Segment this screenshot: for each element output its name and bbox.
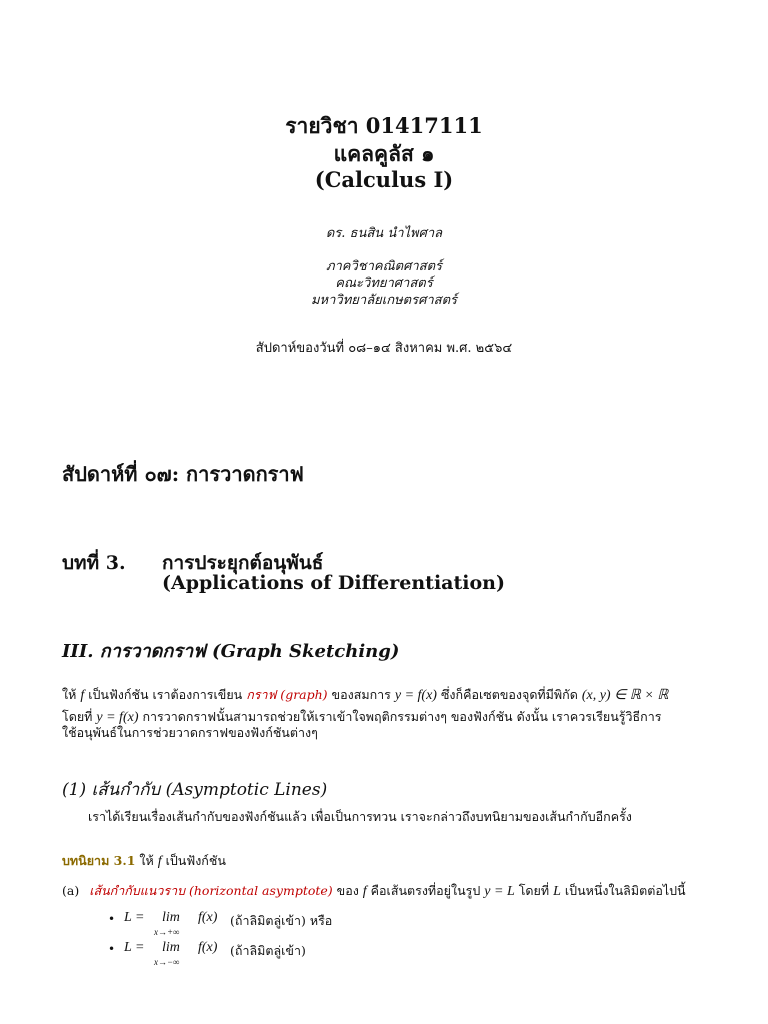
course-name-thai: แคลคูลัส ๑	[333, 141, 435, 166]
intro-line-1	[62, 684, 668, 707]
limit-function: f(x)	[198, 910, 218, 925]
math-y-eq-fx: y = f(x)	[96, 710, 139, 725]
definition-label: บทนิยาม 3.1	[62, 853, 136, 868]
definition-text: เป็นฟังก์ชัน	[165, 853, 226, 868]
subsection-heading: (1) เส้นกำกับ (Asymptotic Lines)	[62, 780, 328, 800]
item-text: ของ	[336, 883, 359, 898]
math-f: f	[362, 884, 367, 899]
intro-text: ให้	[62, 687, 77, 702]
math-y-eq-fx: y = f(x)	[394, 688, 437, 703]
math-f: f	[80, 688, 85, 703]
department: ภาควิชาคณิตศาสตร์	[325, 259, 443, 274]
subsection-text: เราได้เรียนเรื่องเส้นกำกับของฟังก์ชันแล้ว เพื่อเป็นการทวน เราจะกล่าวถึงบทนิยามของเส้นกำกับอีกครั้ง	[88, 809, 632, 824]
intro-text: โดยที่	[62, 709, 93, 724]
bullet-icon: •	[108, 942, 116, 956]
math-xy-in-r2: (x, y) ∈ ℝ × ℝ	[581, 688, 669, 703]
chapter-title-english: (Applications of Differentiation)	[162, 572, 505, 594]
intro-text: ของสมการ	[331, 687, 391, 702]
limit-operator: lim	[162, 940, 180, 955]
faculty: คณะวิทยาศาสตร์	[335, 276, 433, 291]
course-name-english: (Calculus I)	[314, 167, 454, 192]
definition-line	[62, 850, 226, 873]
intro-text: การวาดกราฟนั้นสามารถช่วยให้เราเข้าใจพฤติกรรมต่างๆ ของฟังก์ชัน ดังนั้น เราควรเรียนรู้วิธีการ	[142, 709, 662, 724]
math-L: L	[553, 884, 561, 899]
week-heading: สัปดาห์ที่ ๐๗: การวาดกราฟ	[62, 462, 304, 486]
horizontal-asymptote-term: เส้นกำกับแนวราบ (horizontal asymptote)	[89, 883, 333, 898]
bullet-icon: •	[108, 912, 116, 926]
limit-note: (ถ้าลิมิตลู่เข้า)	[230, 943, 306, 958]
item-label: (a)	[62, 883, 80, 898]
intro-line-3: ใช้อนุพันธ์ในการช่วยวาดกราฟของฟังก์ชันต่างๆ	[62, 725, 318, 740]
course-code: รายวิชา 01417111	[285, 113, 483, 138]
limit-subscript: x→−∞	[154, 957, 180, 967]
intro-text: ซึ่งก็คือเซตของจุดที่มีพิกัด	[440, 687, 578, 702]
limit-lhs: L =	[124, 910, 145, 925]
math-y-eq-L: y = L	[484, 884, 515, 899]
item-text: เป็นหนึ่งในลิมิตต่อไปนี้	[564, 883, 686, 898]
instructor-name: ดร. ธนสิน นำไพศาล	[325, 226, 443, 241]
item-text: คือเส้นตรงที่อยู่ในรูป	[370, 883, 481, 898]
intro-text: เป็นฟังก์ชัน เราต้องการเขียน	[88, 687, 243, 702]
definition-item-a	[62, 880, 686, 903]
math-f: f	[157, 854, 162, 869]
chapter-number: บทที่ 3.	[62, 552, 126, 574]
limit-function: f(x)	[198, 940, 218, 955]
definition-text: ให้	[139, 853, 154, 868]
limit-note: (ถ้าลิมิตลู่เข้า) หรือ	[230, 913, 333, 928]
limit-lhs: L =	[124, 940, 145, 955]
section-heading: III. การวาดกราฟ (Graph Sketching)	[62, 641, 400, 662]
limit-subscript: x→+∞	[154, 927, 180, 937]
university: มหาวิทยาลัยเกษตรศาสตร์	[310, 293, 458, 308]
limit-operator: lim	[162, 910, 180, 925]
week-dates: สัปดาห์ของวันที่ ๐๘–๑๔ สิงหาคม พ.ศ. ๒๕๖๔	[255, 341, 513, 356]
chapter-title-thai: การประยุกต์อนุพันธ์	[162, 552, 324, 574]
graph-term: กราฟ (graph)	[246, 687, 328, 702]
item-text: โดยที่	[518, 883, 550, 898]
